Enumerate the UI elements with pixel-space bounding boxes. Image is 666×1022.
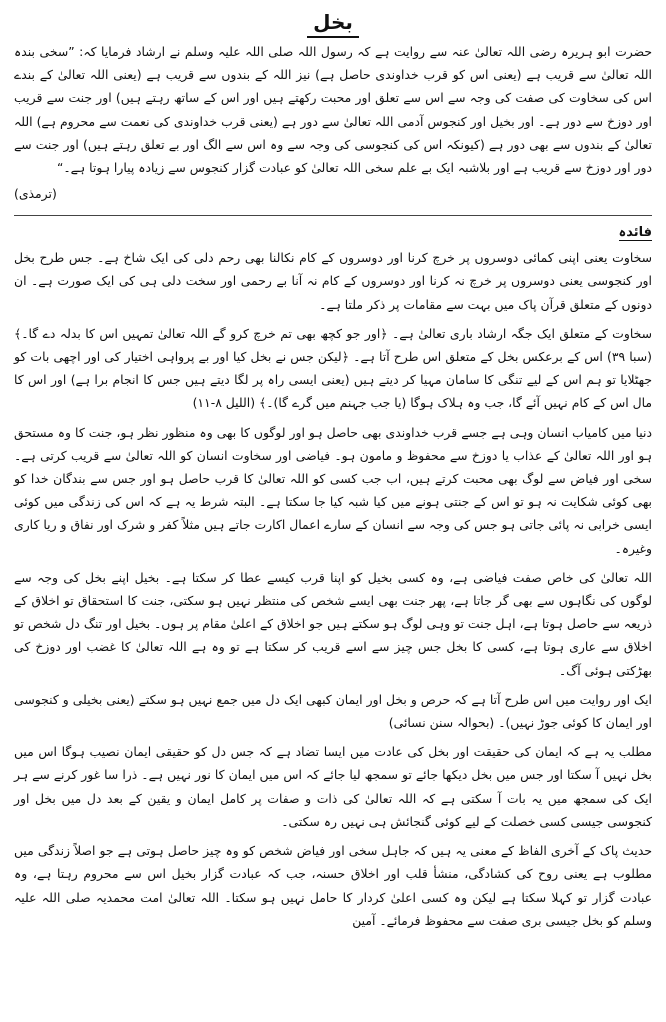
section-divider: [14, 215, 652, 216]
paragraph-6: مطلب یہ ہے کہ ایمان کی حقیقت اور بخل کی عادت میں ایسا تضاد ہے کہ جس دل کو حقیقی ایمان نصیب ہوگا اس میں بخل نہیں آ سکتا اور جس میں بخل دیکھا جائے تو سمجھ لیا جائے کہ اس میں ایمان کا نور نہیں ہے۔ ذرا سا غور کرنے سے ہر ایک کی سمجھ میں یہ بات آ سکتی ہے کہ اللہ تعالیٰ کی ذات و صفات پر کامل ایمان و یقین کے بعد دل میں بخل اور کنجوسی جیسی کسی خصلت کے لیے کوئی گنجائش ہی نہیں رہ سکتی۔: [14, 744, 652, 829]
page-title: بخل: [14, 10, 652, 34]
paragraph-4: اللہ تعالیٰ کی خاص صفت فیاضی ہے، وہ کسی بخیل کو اپنا قرب کیسے عطا کر سکتا ہے۔ بخیل اپنے بخل کی وجہ سے لوگوں کی نگاہوں سے بھی گر جاتا ہے، پھر جنت بھی ایسے شخص کی منتظر نہیں ہو سکتی، جنت کا استحقاق تو اخلاق کے ذریعہ سے حاصل ہوتا ہے، اہل جنت تو وہی لوگ ہو سکتے ہیں جو اخلاق کے اعلیٰ مقام پر ہوں۔ بخیل اور تنگ دل شخص تو اخلاق سے عاری ہوتا ہے، کسی کا بخل جس چیز سے اسے قریب کر سکتا ہے تو وہ ہے اللہ تعالیٰ کا غضب اور دوزخ کی بھڑکتی ہوئی آگ۔: [14, 569, 652, 678]
paragraph-7: حدیث پاک کے آخری الفاظ کے معنی یہ ہیں کہ جاہل سخی اور فیاض شخص کو وہ چیز حاصل ہوتی ہے جو اصلاً زندگی میں مطلوب ہے یعنی روح کی کشادگی، منشأ قلب اور اخلاق حسنہ، جب کہ عبادت گزار بخیل اس سے محروم رہتا ہے، وہ عبادت گزار تو کہلا سکتا ہے لیکن وہ کسی اعلیٰ کردار کا حامل نہیں ہو سکتا۔ اللہ تعالیٰ امت محمدیہ صلی اللہ علیہ وسلم کو بخل جیسی بری صفت سے محفوظ فرمائے۔ آمین: [14, 843, 652, 928]
paragraph-5: ایک اور روایت میں اس طرح آتا ہے کہ حرص و بخل اور ایمان کبھی ایک دل میں جمع نہیں ہو سکتے (یعنی بخیلی و کنجوسی اور ایمان کا کوئی جوڑ نہیں)۔ (بحوالہ سنن نسائی): [14, 691, 652, 731]
paragraph-1: سخاوت یعنی اپنی کمائی دوسروں پر خرچ کرنا اور دوسروں کے کام نکالنا بھی رحم دلی کی ایک شاخ ہے۔ جس طرح بخل اور کنجوسی یعنی دوسروں پر خرچ نہ کرنا اور دوسروں کے کام نہ آنا بے رحمی اور سخت دلی ہی کی ایک صورت ہے۔ ان دونوں کے متعلق قرآن پاک میں بہت سے مقامات پر ذکر ملتا ہے۔: [14, 250, 652, 312]
hadith-source: (ترمذی): [14, 186, 57, 202]
hadith-text: حضرت ابو ہریرہ رضی اللہ تعالیٰ عنہ سے روایت ہے کہ رسول اللہ صلی اللہ علیہ وسلم نے ارشاد فرمایا کہ: ”سخی بندہ اللہ تعالیٰ سے قریب ہے (یعنی اس کو قرب خداوندی حاصل ہے) نیز اللہ کے بندوں سے قریب ہے (یعنی اللہ تعالیٰ کے بندے اس کی سخاوت کی صفت کی وجہ سے اس سے تعلق اور محبت رکھتے ہیں اور اس کے ساتھ رہتے ہیں) اور جنت سے قریب اور دوزخ سے دور ہے۔ اور بخیل اور کنجوس آدمی اللہ تعالیٰ سے دور ہے (یعنی قرب خداوندی کی نعمت سے محروم ہے) اللہ تعالیٰ کے بندوں سے بھی دور ہے (کیونکہ اس کی کنجوسی کی وجہ سے وہ اس سے الگ اور بے تعلق رہتے ہیں) اور جنت سے دور اور دوزخ سے قریب ہے اور بلاشبہ ایک بے علم سخی اللہ تعالیٰ کو عبادت گزار کنجوس سے زیادہ پیارا ہوتا ہے۔“: [14, 44, 652, 176]
paragraph-2: سخاوت کے متعلق ایک جگہ ارشاد باری تعالیٰ ہے۔ ﴿اور جو کچھ بھی تم خرچ کرو گے اللہ تعالیٰ تمہیں اس کا بدلہ دے گا۔﴾ (سبا ۳۹) اس کے برعکس بخل کے متعلق اس طرح آتا ہے۔ ﴿لیکن جس نے بخل کیا اور بے پرواہی اختیار کی اور اچھی بات کو جھٹلایا تو ہم اس کے لیے تنگی کا سامان مہیا کر دیتے ہیں (یعنی ایسی راہ پر لگا دیتے ہیں جس کا انجام برا ہے) اور اس کا مال اس کے کام نہیں آئے گا، جب وہ ہلاک ہوگا (یا جب جہنم میں گرے گا)۔﴾ (اللیل ۸-۱۱): [14, 325, 653, 411]
fawaid-heading: فائدہ: [618, 225, 652, 241]
paragraph-3: دنیا میں کامیاب انسان وہی ہے جسے قرب خداوندی بھی حاصل ہو اور لوگوں کا بھی وہ منظور نظر ہو، جنت کا وہ مستحق ہو اور اللہ تعالیٰ کے عذاب یا دوزخ سے محفوظ و مامون ہو۔ فیاضی اور سخاوت انسان کو اللہ تعالیٰ سے قریب کرتی ہے۔ سخی اور فیاض سے لوگ بھی محبت کرتے ہیں، اب جب کسی کو اللہ تعالیٰ کا قرب حاصل ہو اور جس سے بندگان خدا کو بھی کوئی شکایت نہ ہو تو اس کے جنتی ہونے میں کیا شبہ کیا جا سکتا ہے۔ البتہ شرط یہ ہے کہ اس کی زندگی میں کوئی ایسی خرابی نہ پائی جاتی ہو جس کی وجہ سے انسان کے سارے اعمال اکارت جاتے ہیں مثلاً کفر و شرک اور نفاق و ریا کاری وغیرہ۔: [14, 424, 652, 556]
